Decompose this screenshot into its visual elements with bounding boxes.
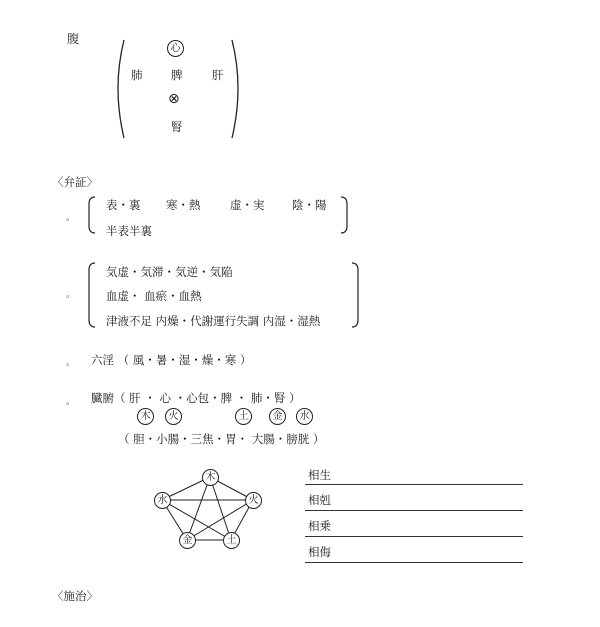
element-water-circle: 水 xyxy=(296,408,313,425)
node-metal-circle: 金 xyxy=(179,532,196,549)
node-earth-circle: 土 xyxy=(223,532,240,549)
element-earth-circle: 土 xyxy=(235,408,252,425)
abdomen-title: 腹 xyxy=(67,32,80,46)
element-wood-circle: 木 xyxy=(137,408,154,425)
cross-mark-icon: ⊗ xyxy=(168,91,180,107)
fluid-terms: 津液不足 内燥・代謝運行失調 内湿・湿熱 xyxy=(106,314,321,328)
element-metal-circle: 金 xyxy=(269,408,286,425)
group2-right-brace xyxy=(349,262,363,328)
relation-overacting: 相乗 xyxy=(308,519,331,533)
term-banbiao-banli: 半表半裏 xyxy=(106,224,152,238)
answer-line xyxy=(305,510,523,511)
group1-left-brace xyxy=(86,196,100,234)
left-bracket xyxy=(110,38,130,140)
heart-circle-label: 心 xyxy=(167,40,184,57)
group1-right-brace xyxy=(338,196,352,234)
node-water-circle: 水 xyxy=(154,492,171,509)
liver-label: 肝 xyxy=(212,68,224,82)
zang-organs-line: 臓腑（ 肝 ・ 心 ・心包・脾 ・ 肺・腎 ） xyxy=(91,391,301,405)
benshou-heading: 〈弁証〉 xyxy=(52,175,98,189)
qi-terms: 気虚・気滞・気逆・気陥 xyxy=(106,265,233,279)
node-wood-circle: 木 xyxy=(202,469,219,486)
bullet: 。 xyxy=(66,358,76,368)
term-han-re: 寒・熱 xyxy=(166,198,201,212)
spleen-label: 脾 xyxy=(171,68,183,82)
six-evils-line: 六淫 （ 風・暑・湿・燥・寒 ） xyxy=(91,353,252,367)
blood-terms: 血虚・ 血瘀・血熱 xyxy=(106,289,202,303)
fu-organs-line: （ 胆・小腸・三焦・胃・ 大腸・膀胱 ） xyxy=(118,432,325,446)
element-fire-circle: 火 xyxy=(165,408,182,425)
node-fire-circle: 火 xyxy=(245,492,262,509)
relation-controlling: 相剋 xyxy=(308,493,331,507)
treatment-heading: 〈施治〉 xyxy=(52,589,98,603)
answer-line xyxy=(305,484,523,485)
group2-left-brace xyxy=(86,262,100,328)
bullet: 。 xyxy=(66,213,76,223)
relation-generating: 相生 xyxy=(308,468,331,482)
kidney-label: 腎 xyxy=(171,120,183,134)
right-bracket xyxy=(228,38,248,140)
relation-insulting: 相侮 xyxy=(308,545,331,559)
answer-line xyxy=(305,536,523,537)
lung-label: 肺 xyxy=(131,68,143,82)
answer-line xyxy=(305,562,523,563)
term-xu-shi: 虚・実 xyxy=(230,198,265,212)
bullet: 。 xyxy=(66,290,76,300)
term-biao-li: 表・裏 xyxy=(106,198,141,212)
bullet: 。 xyxy=(66,397,76,407)
term-yin-yang: 陰・陽 xyxy=(292,198,327,212)
